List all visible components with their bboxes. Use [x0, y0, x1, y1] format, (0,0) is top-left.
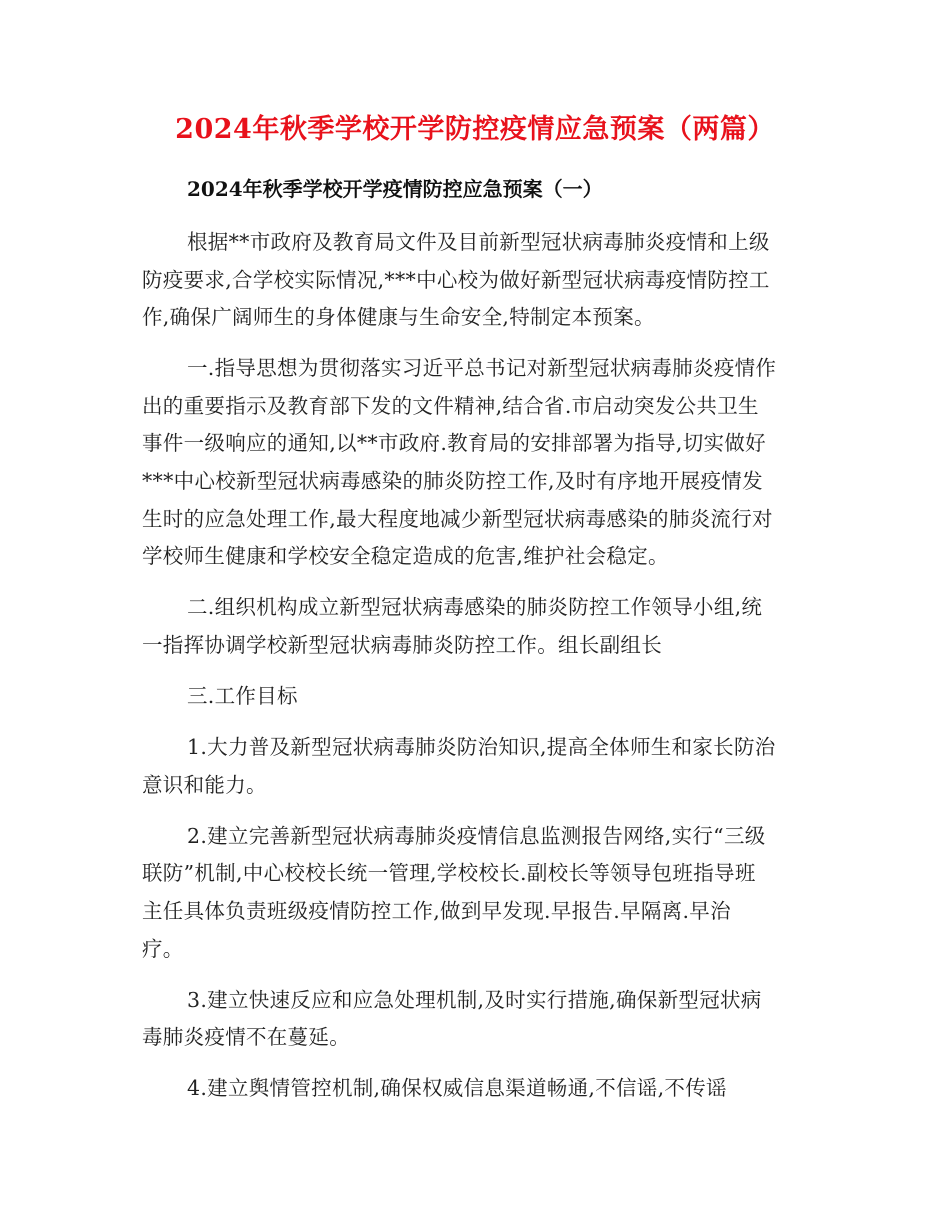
- paragraph-line: ***中心校新型冠状病毒感染的肺炎防控工作,及时有序地开展疫情发: [142, 469, 763, 494]
- paragraph-line: 防疫要求,合学校实际情况,***中心校为做好新型冠状病毒疫情防控工: [142, 267, 770, 292]
- paragraph-line: 联防”机制,中心校校长统一管理,学校校长.副校长等领导包班指导班: [142, 861, 756, 886]
- paragraph-line: 生时的应急处理工作,最大程度地减少新型冠状病毒感染的肺炎流行对: [142, 506, 773, 531]
- document-title: 2024年秋季学校开学防控疫情应急预案（两篇）: [175, 114, 775, 145]
- body-paragraph: [142, 818, 814, 968]
- paragraph-line: 意识和能力。: [142, 772, 267, 797]
- paragraph-line: 学校师生健康和学校安全稳定造成的危害,维护社会稳定。: [142, 544, 669, 569]
- paragraph-line: 出的重要指示及教育部下发的文件精神,结合省.市启动突发公共卫生: [142, 393, 759, 418]
- document-body: [142, 224, 814, 1121]
- body-paragraph: [142, 1070, 814, 1108]
- paragraph-line: 主任具体负责班级疫情防控工作,做到早发现.早报告.早隔离.早治: [142, 899, 731, 923]
- paragraph-line: 疗。: [142, 936, 184, 961]
- body-paragraph: [142, 678, 814, 716]
- paragraph-line: 3.建立快速反应和应急处理机制,及时实行措施,确保新型冠状病: [187, 987, 762, 1012]
- paragraph-line: 事件一级响应的通知,以**市政府.教育局的安排部署为指导,切实做好: [142, 431, 766, 456]
- paragraph-line: 2.建立完善新型冠状病毒肺炎疫情信息监测报告网络,实行“三级: [187, 823, 766, 848]
- paragraph-line: 根据**市政府及教育局文件及目前新型冠状病毒肺炎疫情和上级: [187, 230, 770, 254]
- paragraph-line: 1.大力普及新型冠状病毒肺炎防治知识,提高全体师生和家长防治: [187, 735, 776, 760]
- paragraph-line: 作,确保广阔师生的身体健康与生命安全,特制定本预案。: [142, 305, 655, 330]
- paragraph-line: 毒肺炎疫情不在蔓延。: [142, 1025, 350, 1050]
- body-paragraph: [142, 982, 814, 1057]
- paragraph-line: 一.指导思想为贯彻落实习近平总书记对新型冠状病毒肺炎疫情作: [187, 356, 777, 381]
- section-heading: 2024年秋季学校开学疫情防控应急预案（一）: [187, 177, 603, 201]
- body-paragraph: [142, 224, 814, 337]
- body-paragraph: [142, 350, 814, 576]
- body-paragraph: [142, 589, 814, 664]
- paragraph-line: 4.建立舆情管控机制,确保权威信息渠道畅通,不信谣,不传谣: [187, 1076, 727, 1101]
- paragraph-line: 三.工作目标: [187, 684, 298, 709]
- paragraph-line: 一指挥协调学校新型冠状病毒肺炎防控工作。组长副组长: [142, 632, 662, 657]
- body-paragraph: [142, 729, 814, 804]
- paragraph-line: 二.组织机构成立新型冠状病毒感染的肺炎防控工作领导小组,统: [187, 595, 763, 620]
